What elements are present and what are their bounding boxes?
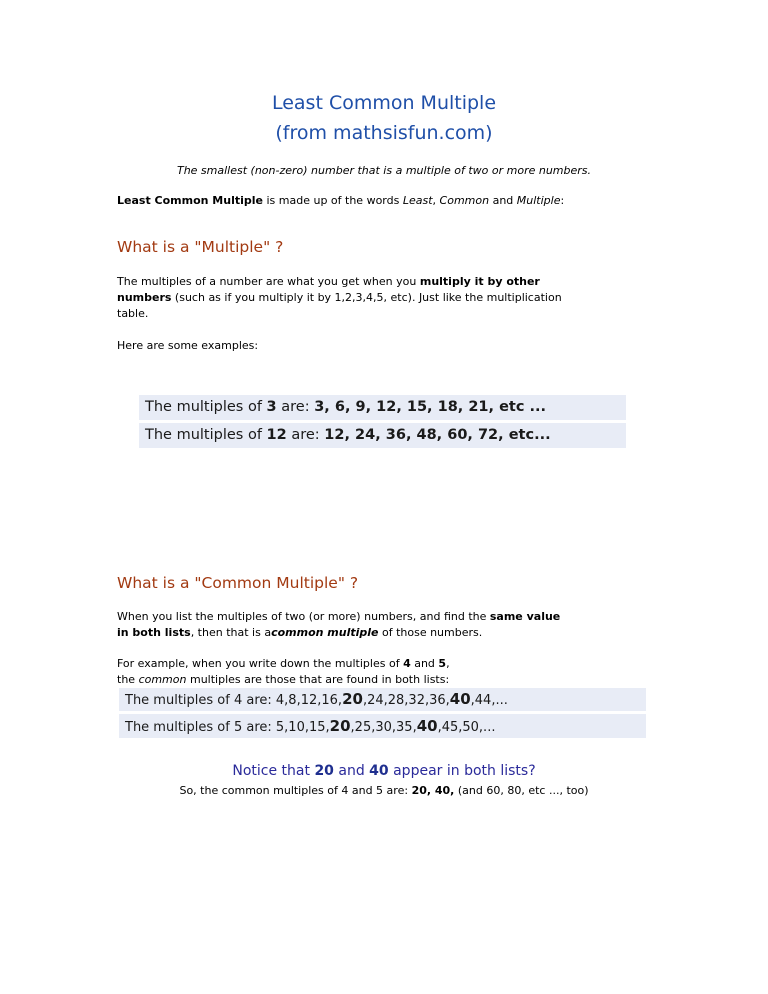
para-bold: 5	[438, 657, 447, 670]
intro-word-least: Least	[402, 194, 433, 207]
para-text: and	[410, 657, 439, 670]
intro-word-multiple: Multiple	[516, 194, 561, 207]
para-bold: 4	[403, 657, 411, 670]
notice-number: 20	[314, 763, 334, 779]
row-list: ,25,30,35,	[350, 720, 417, 735]
notice-part: Notice that	[232, 763, 315, 779]
conclusion-text: So, the common multiples of 4 and 5 are:	[179, 784, 412, 797]
row-highlight: 40	[416, 717, 438, 735]
table-row	[139, 423, 626, 448]
para-text: the	[117, 673, 139, 686]
notice-text	[0, 763, 768, 779]
para-bold: numbers	[117, 291, 172, 304]
notice-part: appear in both lists?	[388, 763, 536, 779]
conclusion-bold: 20, 40,	[411, 784, 455, 797]
section-heading-common-multiple: What is a "Common Multiple" ?	[117, 574, 359, 592]
conclusion	[0, 783, 768, 799]
table-row	[119, 688, 646, 711]
row-list: ,44,...	[470, 693, 508, 708]
intro-sep: ,	[432, 194, 440, 207]
para-text: table.	[117, 307, 149, 320]
intro-bold: Least Common Multiple	[117, 194, 263, 207]
page-title: Least Common Multiple	[271, 92, 497, 114]
row-number: 12	[266, 427, 287, 443]
row-highlight: 20	[342, 690, 363, 708]
para-bold: same value	[489, 610, 561, 623]
row-list: ,24,28,32,36,	[362, 693, 450, 708]
row-list: 3, 6, 9, 12, 15, 18, 21, etc ...	[314, 399, 547, 415]
para-text: (such as if you multiply it by 1,2,3,4,5, etc). Just like the multiplication	[171, 291, 562, 304]
row-prefix: The multiples of 4 are:	[125, 693, 276, 708]
multiple-paragraph	[117, 274, 662, 322]
examples-intro: Here are some examples:	[117, 339, 259, 352]
para-text: of those numbers.	[378, 626, 483, 639]
para-text: For example, when you write down the multiples of	[117, 657, 404, 670]
table-row	[119, 714, 646, 738]
intro-paragraph	[117, 193, 657, 209]
conclusion-text: (and 60, 80, etc ..., too)	[454, 784, 589, 797]
row-mid: are:	[276, 399, 315, 415]
row-prefix: The multiples of 5 are:	[125, 720, 276, 735]
row-prefix: The multiples of	[145, 399, 267, 415]
definition: The smallest (non-zero) number that is a multiple of two or more numbers.	[176, 164, 592, 177]
row-highlight: 20	[329, 717, 351, 735]
row-list: 12, 24, 36, 48, 60, 72, etc...	[324, 427, 551, 443]
row-list: 4,8,12,16,	[275, 693, 343, 708]
para-bold: in both lists	[117, 626, 191, 639]
notice-number: 40	[369, 763, 389, 779]
page-subtitle: (from mathsisfun.com)	[275, 122, 493, 144]
para-text: , then that is a	[190, 626, 272, 639]
para-italic: common	[138, 673, 187, 686]
para-text: When you list the multiples of two (or more) numbers, and find the	[117, 610, 490, 623]
notice-part: and	[333, 763, 370, 779]
intro-end: :	[560, 194, 565, 207]
row-prefix: The multiples of	[145, 427, 267, 443]
row-mid: are:	[286, 427, 325, 443]
intro-sep: and	[489, 194, 517, 207]
row-list: 5,10,15,	[275, 720, 330, 735]
row-number: 3	[266, 399, 277, 415]
para-bold: multiply it by other	[419, 275, 540, 288]
multiples-table-2	[119, 686, 646, 740]
table-row	[139, 395, 626, 420]
row-list: ,45,50,...	[437, 720, 496, 735]
para-text: ,	[446, 657, 450, 670]
intro-word-common: Common	[439, 194, 490, 207]
para-text: multiples are those that are found in both lists:	[186, 673, 450, 686]
section-heading-multiple: What is a "Multiple" ?	[117, 238, 284, 256]
para-bold-italic: common multiple	[271, 626, 379, 639]
intro-text: is made up of the words	[262, 194, 403, 207]
example-paragraph	[117, 656, 662, 688]
common-multiple-paragraph	[117, 609, 662, 641]
multiples-table-1	[139, 393, 626, 451]
row-highlight: 40	[449, 690, 471, 708]
para-text: The multiples of a number are what you get when you	[117, 275, 420, 288]
